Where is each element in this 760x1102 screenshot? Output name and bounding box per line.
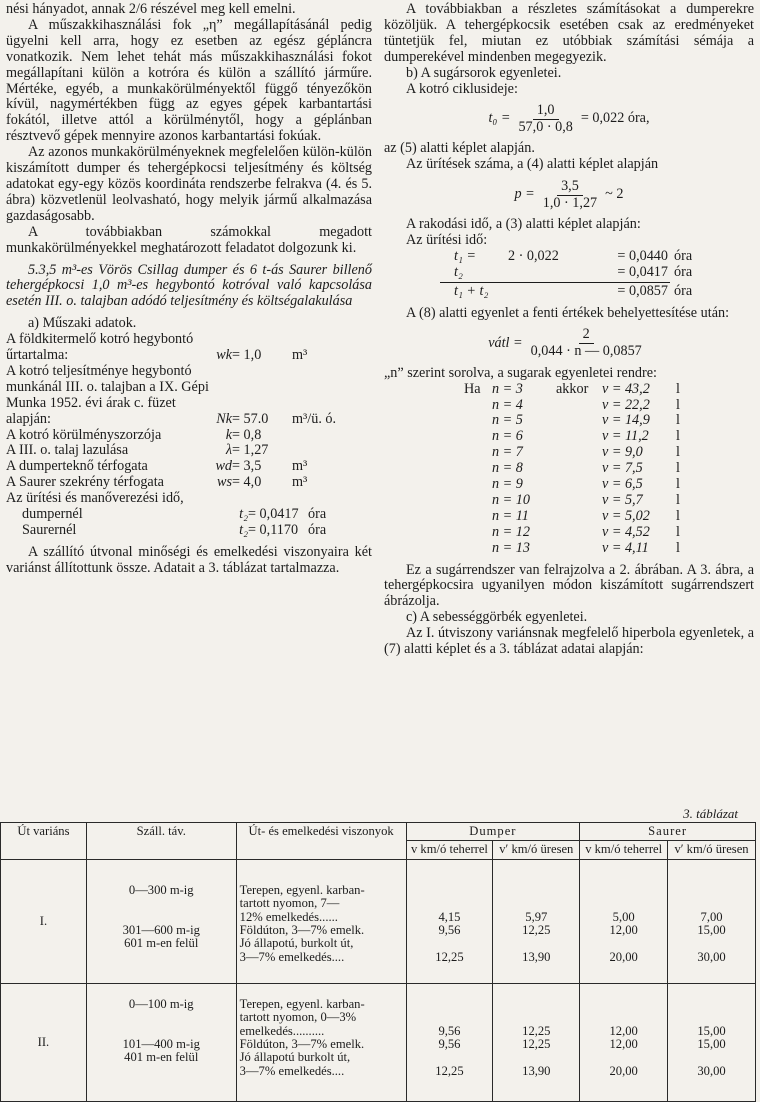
header-v-loaded: v km/ó teherrel <box>580 841 668 859</box>
table-header-row <box>1 823 756 841</box>
header-conditions: Út- és emelkedési viszonyok <box>236 823 406 860</box>
paragraph: A szállító útvonal minőségi és emelkedési viszonyaira két variánst állítottunk össze. Adatait a 3. táblázat tartalmazza. <box>6 543 372 576</box>
cell-dumper-v: 9,56 9,56 12,25 <box>406 983 493 1101</box>
cell-dumper-v: 4,15 9,56 12,25 <box>406 859 493 983</box>
formula-cycle-time: t₀ = $\frac{1,0}{57,0 \cdot 0,8}$ = 0,022 óra, <box>488 102 650 135</box>
formula-unload-count: p = $\frac{3,5}{1,0 \cdot 1,27}$ ~ 2 <box>514 177 624 211</box>
cell-distance: 0—300 m-ig 301—600 m-ig 601 m-en felül <box>86 859 236 983</box>
technical-data <box>6 332 372 539</box>
ray-equations: Ha n = 3 akkor v = 43,2 l n = 4 v = 22,2 l n = 5 v = 14,9 l n = 6 v = 11,2 l n = 7 v = 9,0 l n = 8 v = 7,5 l n = 9 v = 6,5 l n = 10 v = 5,7 l n = 11 v = 5,02 l n = 12 v = 4,52 l n = 13 v = 4,11 l <box>464 380 680 556</box>
data-row: A földkitermelő kotró hegybontó űrtartalma: wk = 1,0 m³ <box>6 331 308 364</box>
right-column <box>384 2 754 658</box>
header-saurer: Saurer <box>580 823 756 841</box>
data-row: A Saurer szekrény térfogata ws = 4,0 m³ <box>6 474 308 491</box>
paragraph: Az I. útviszony variánsnak megfelelő hiperbola egyenletek, a (7) alatti képlet és a 3. táblázat adatai alapján: <box>384 625 754 658</box>
paragraph: A kotró ciklusideje: <box>406 80 518 97</box>
cell-saurer-v: 12,00 12,00 20,00 <box>580 983 668 1101</box>
data-row: A III. o. talaj lazulása λ = 1,27 <box>6 442 269 459</box>
left-column <box>6 2 372 577</box>
header-distance: Száll. táv. <box>86 823 236 860</box>
route-variant-table <box>0 822 756 1102</box>
paragraph: nési hányadot, annak 2/6 részével meg kell emelni. <box>6 1 296 17</box>
data-row: A dumperteknő térfogata wd = 3,5 m³ <box>6 458 308 475</box>
table-row <box>1 859 756 983</box>
paragraph: A továbbiakban számokkal megadott munkakörülményekkel meghatározott feladatot dolgozunk ki. <box>6 223 372 256</box>
data-row: Saurernél t₂ = 0,1170 óra <box>22 522 327 538</box>
header-variant: Út variáns <box>1 823 87 860</box>
table-row <box>1 983 756 1101</box>
cell-dumper-v-empty: 12,25 12,25 13,90 <box>493 983 580 1101</box>
data-row: A kotró körülményszorzója k = 0,8 <box>6 426 262 443</box>
header-v-empty: v′ km/ó üresen <box>668 841 756 859</box>
cell-conditions: Terepen, egyenl. karban- tartott nyomon, 7— 12% emelkedés...... Földúton, 3—7% emelk. Jó állapotú, burkolt út, 3—7% emelkedés.... <box>236 859 406 983</box>
formula-velocity: vátl = $\frac{2}{0,044 \cdot n — 0,0857}$ <box>488 326 642 360</box>
cell-dumper-v-empty: 5,97 12,25 13,90 <box>493 859 580 983</box>
paragraph: A műszakkihasználási fok „η” megállapításánál pedig ügyelni kell arra, hogy ez esetben az egész gépláncra vonatkozik. Nem lehet tehát más műszakkihasználási fokot megállapítani külön a kotróra és külön a szállító járműre. Mértéke, egyéb, a munkakörülményektől függő tényezőkön kívül, nagymértékben függ az egyes gépek karbantartási fokától, illetve attól a körülménytől, hogy a géplánban résztvevő gépek mennyire azonos karbantartási fokúak. <box>6 16 372 145</box>
header-dumper: Dumper <box>406 823 580 841</box>
cell-saurer-v-empty: 7,00 15,00 30,00 <box>668 859 756 983</box>
paragraph: „n” szerint sorolva, a sugarak egyenletei rendre: <box>384 364 657 381</box>
time-calculation: t₁ = 2 · 0,022 = 0,0440 óra t₂ = 0,0417 óra t₁ + t₂ = 0,0857 óra <box>454 249 754 300</box>
cell-variant: II. <box>1 983 87 1101</box>
cell-variant: I. <box>1 859 87 983</box>
data-label: Az ürítési és manőverezési idő, <box>6 490 184 507</box>
cell-saurer-v-empty: 15,00 15,00 30,00 <box>668 983 756 1101</box>
cell-saurer-v: 5,00 12,00 20,00 <box>580 859 668 983</box>
paragraph: A rakodási idő, a (3) alatti képlet alapján: <box>406 216 641 233</box>
paragraph: Az ürítések száma, a (4) alatti képlet alapján <box>406 156 659 173</box>
paragraph: A (8) alatti egyenlet a fenti értékek behelyettesítése után: <box>406 304 730 321</box>
data-row: A kotró teljesítménye hegybontó munkánál III. o. talajban a IX. Gépi Munka 1952. évi árak c. füzet alapján: Nk = 57.0 m³/ü. ó. <box>6 362 337 427</box>
paragraph: Ez a sugárrendszer van felrajzolva a 2. ábrában. A 3. ábra, a tehergépkocsira ugyanilyen módon kiszámított sugárrendszert ábrázolja. <box>384 561 754 610</box>
header-v-loaded: v km/ó teherrel <box>406 841 493 859</box>
header-v-empty: v′ km/ó üresen <box>493 841 580 859</box>
paragraph: Az ürítési idő: <box>406 232 488 249</box>
paragraph: az (5) alatti képlet alapján. <box>384 140 535 157</box>
subsection-heading: b) A sugársorok egyenletei. <box>406 64 562 81</box>
data-row: dumpernél t₂ = 0,0417 óra <box>22 506 327 523</box>
subsection-heading: a) Műszaki adatok. <box>28 315 137 332</box>
cell-distance: 0—100 m-ig 101—400 m-ig 401 m-en felül <box>86 983 236 1101</box>
subsection-heading: c) A sebességgörbék egyenletei. <box>406 609 588 626</box>
section-heading: 5.3,5 m³-es Vörös Csillag dumper és 6 t-ás Saurer billenő tehergépkocsi 1,0 m³-es hegybontó kotróval való kapcsolása esetén III. o. talajban adódó teljesítmény és költségalakulása <box>6 261 372 310</box>
paragraph: Az azonos munkakörülményeknek megfelelően külön-külön kiszámított dumper és tehergépkocsi teljesítmény és költség adatokat egy-egy közös koordináta rendszerbe felrakva (4. és 5. ábra) közvetlenül leolvasható, hogy melyik jármű alkalmazása gazdaságosabb. <box>6 144 372 224</box>
cell-conditions: Terepen, egyenl. karban- tartott nyomon, 0—3% emelkedés.......... Földúton, 3—7% emelk. Jó állapotú burkolt út, 3—7% emelkedés.... <box>236 983 406 1101</box>
paragraph: A továbbiakban a részletes számításokat a dumperekre közöljük. A tehergépkocsik esetében csak az eredményeket tüntetjük fel, miutan ez utóbbiak számítási sémája a dumperekével mindenben megegyezik. <box>384 1 754 65</box>
table-caption: 3. táblázat <box>683 806 738 821</box>
